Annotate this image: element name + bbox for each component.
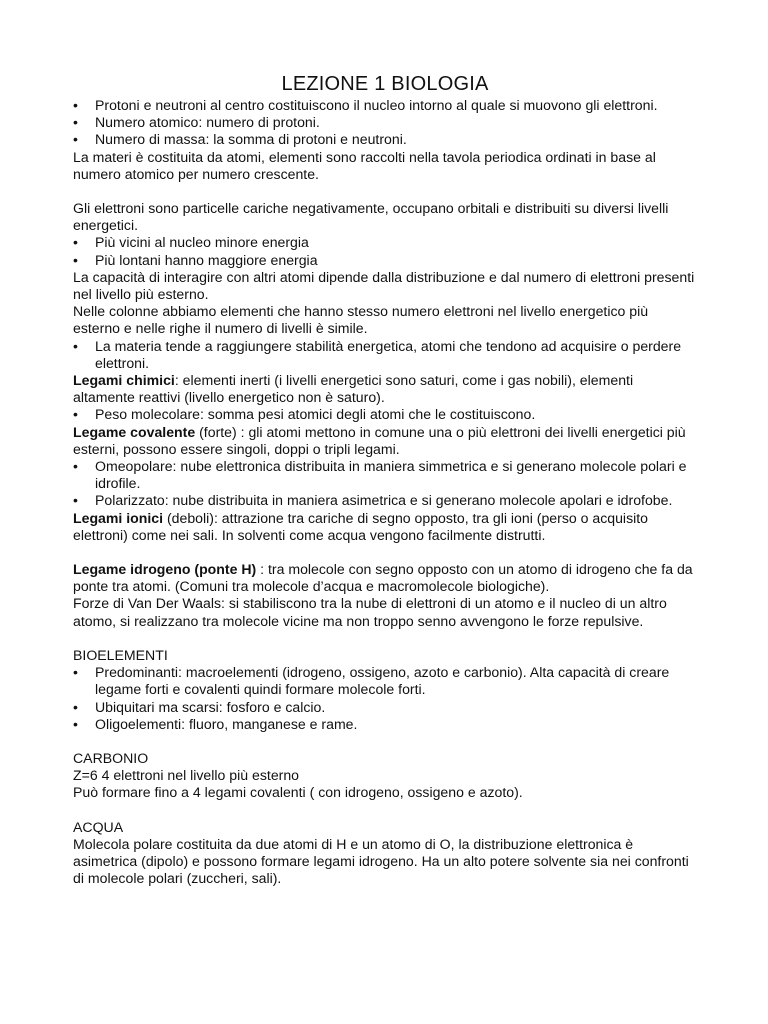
paragraph: Gli elettroni sono particelle cariche negativamente, occupano orbitali e distribuiti su diversi livelli energetici. [73, 200, 669, 234]
bullet-text: Ubiquitari ma scarsi: fosforo e calcio. [95, 698, 326, 715]
spacer [73, 802, 697, 819]
paragraph: Molecola polare costituita da due atomi di H e un atomo di O, la distribuzione elettronica è asimetrica (dipolo) e possono formare legami idrogeno. Ha un alto potere solvente sia nei confronti di molecole polari (zuccheri, sali). [73, 835, 689, 887]
bullet-item [73, 97, 697, 114]
bullet-item [73, 338, 697, 372]
bullet-icon: • [73, 698, 78, 715]
bullet-icon: • [73, 131, 78, 148]
section-heading-bioelementi: BIOELEMENTI [73, 646, 168, 663]
bullet-text: La materia tende a raggiungere stabilità energetica, atomi che tendono ad acquisire o perdere elettroni. [95, 337, 682, 371]
paragraph-legame-idrogeno [73, 561, 697, 595]
paragraph: La capacità di interagire con altri atomi dipende dalla distribuzione e dal numero di elettroni presenti nel livello più esterno. [73, 268, 695, 303]
bullet-item [73, 699, 697, 716]
bullet-icon: • [73, 234, 78, 251]
bullet-item [73, 234, 697, 251]
spacer [73, 733, 697, 750]
section-heading-carbonio: CARBONIO [73, 749, 149, 766]
bullet-item [73, 664, 697, 698]
bullet-item [73, 406, 697, 423]
spacer [73, 630, 697, 647]
definition-text: : tra molecole con segno opposto con un atomo di idrogeno che fa da ponte tra atomi. (Comuni tra molecole d’acqua e macromolecole biologiche). [73, 561, 693, 595]
paragraph-legami-chimici [73, 372, 697, 406]
definition-text: (deboli): attrazione tra cariche di segno opposto, tra gli ioni (perso o acquisito elettroni) come nei sali. In solventi come acqua vengono facilmente distrutti. [73, 509, 648, 543]
bullet-text: Protoni e neutroni al centro costituiscono il nucleo intorno al quale si muovono gli elettroni. [95, 97, 658, 113]
paragraph: Z=6 4 elettroni nel livello più esterno [73, 767, 300, 784]
term-legami-chimici: Legami chimici [73, 372, 175, 389]
spacer [73, 544, 697, 561]
bullet-text: Più lontani hanno maggiore energia [95, 251, 318, 268]
bullet-icon: • [73, 715, 78, 732]
bullet-item [73, 492, 697, 509]
bullet-icon: • [73, 337, 78, 354]
page-title: LEZIONE 1 BIOLOGIA [281, 73, 489, 95]
bullet-text: Peso molecolare: somma pesi atomici degli atomi che le costituiscono. [95, 406, 536, 423]
bullet-item [73, 114, 697, 131]
bullet-text: Numero di massa: la somma di protoni e neutroni. [95, 131, 407, 148]
paragraph: Può formare fino a 4 legami covalenti ( con idrogeno, ossigeno e azoto). [73, 784, 523, 801]
bullet-text: Più vicini al nucleo minore energia [95, 234, 309, 251]
term-legame-idrogeno: Legame idrogeno (ponte H) [73, 561, 257, 578]
paragraph: Forze di Van Der Waals: si stabiliscono tra la nube di elettroni di un atomo e il nucleo di un altro atomo, si realizzano tra molecole vicine ma non troppo senno avvengono le forze repulsive. [73, 595, 667, 629]
bullet-text: Polarizzato: nube distribuita in maniera asimetrica e si generano molecole apolari e idrofobe. [95, 492, 673, 509]
bullet-icon: • [73, 458, 78, 475]
document-page [73, 72, 697, 887]
bullet-text: Omeopolare: nube elettronica distribuita in maniera simmetrica e si generano molecole polari e idrofile. [95, 458, 687, 492]
bullet-icon: • [73, 97, 78, 113]
paragraph: Nelle colonne abbiamo elementi che hanno stesso numero elettroni nel livello energetico più esterno e nelle righe il numero di livelli è simile. [73, 303, 649, 337]
section-heading-acqua: ACQUA [73, 818, 124, 835]
paragraph-legami-ionici [73, 510, 697, 544]
definition-text: : elementi inerti (i livelli energetici sono saturi, come i gas nobili), elementi altamente reattivi (livello energetico non è saturo). [73, 372, 634, 406]
bullet-item [73, 458, 697, 492]
term-legame-covalente: Legame covalente [73, 423, 196, 440]
bullet-text: Predominanti: macroelementi (idrogeno, ossigeno, azoto e carbonio). Alta capacità di creare legame forti e covalenti quindi formare molecole forti. [95, 664, 670, 698]
paragraph-legame-covalente [73, 424, 697, 458]
bullet-item [73, 131, 697, 148]
bullet-item [73, 716, 697, 733]
bullet-icon: • [73, 114, 78, 131]
spacer [73, 183, 697, 200]
bullet-icon: • [73, 664, 78, 681]
paragraph: La materi è costituita da atomi, elementi sono raccolti nella tavola periodica ordinati in base al numero atomico per numero crescente. [73, 148, 656, 182]
bullet-icon: • [73, 406, 78, 423]
bullet-text: Oligoelementi: fluoro, manganese e rame. [95, 715, 358, 732]
definition-text: (forte) : gli atomi mettono in comune una o più elettroni dei livelli energetici più esterni, possono essere singoli, doppi o tripli legami. [73, 423, 686, 457]
bullet-icon: • [73, 251, 78, 268]
bullet-icon: • [73, 492, 78, 509]
term-legami-ionici: Legami ionici [73, 509, 164, 526]
bullet-item [73, 252, 697, 269]
bullet-text: Numero atomico: numero di protoni. [95, 114, 320, 131]
